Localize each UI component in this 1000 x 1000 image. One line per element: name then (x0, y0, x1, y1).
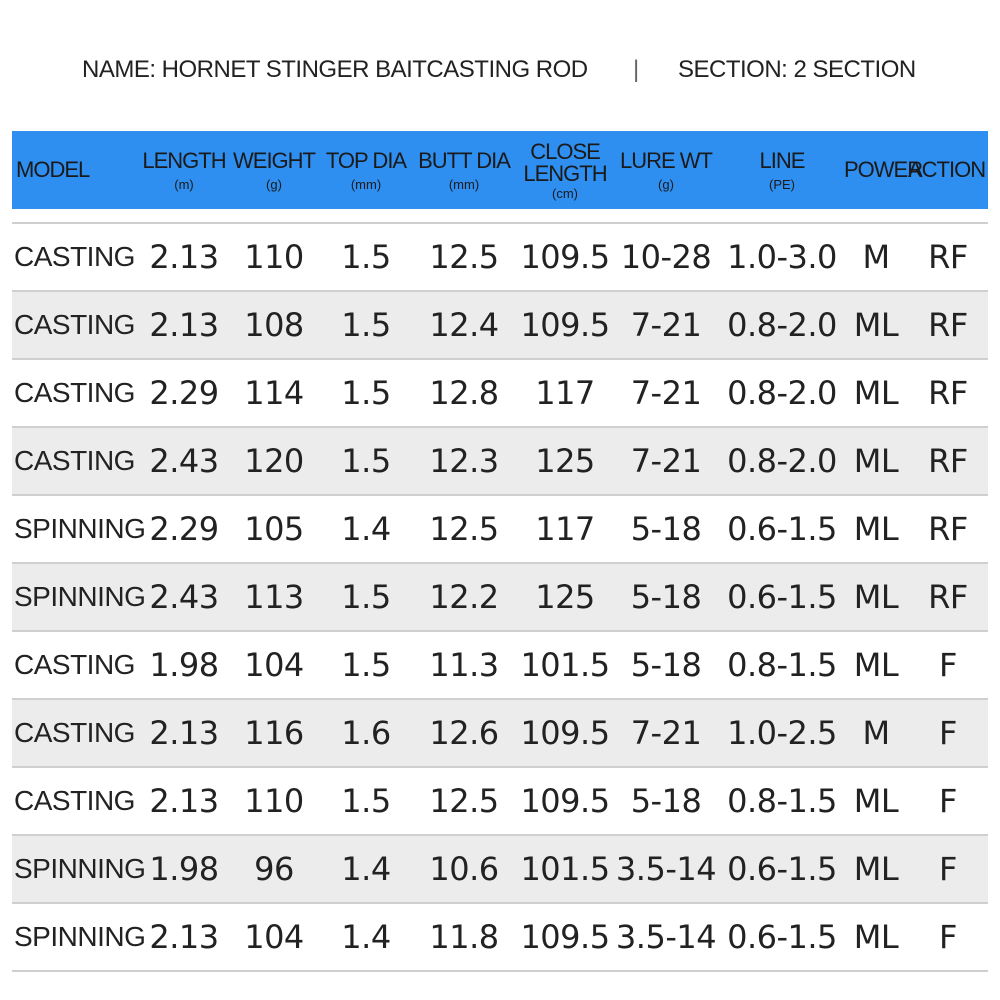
cell-length: 2.13 (149, 782, 219, 820)
cell-weight: 114 (244, 374, 304, 412)
cell-butt-dia: 11.8 (429, 918, 499, 956)
col-header-top-dia: TOP DIA (mm) (325, 147, 407, 192)
table-row (12, 495, 988, 563)
col-header-line: LINE (PE) (759, 147, 805, 192)
cell-model: SPINNING (14, 921, 146, 952)
cell-lure-wt: 7-21 (630, 374, 702, 412)
cell-power: ML (853, 306, 899, 344)
col-header-lure-wt: LURE WT (g) (620, 147, 712, 192)
cell-action: RF (928, 374, 968, 412)
cell-model: CASTING (14, 377, 135, 408)
cell-length: 1.98 (149, 850, 219, 888)
table-row (12, 767, 988, 835)
cell-line: 0.8-2.0 (727, 442, 837, 480)
cell-length: 2.13 (149, 306, 219, 344)
cell-weight: 116 (244, 714, 304, 752)
cell-top-dia: 1.5 (341, 374, 391, 412)
table-row (12, 563, 988, 631)
cell-weight: 113 (244, 578, 304, 616)
cell-model: CASTING (14, 241, 135, 272)
cell-weight: 104 (244, 646, 304, 684)
cell-length: 2.13 (149, 714, 219, 752)
cell-lure-wt: 3.5-14 (615, 850, 717, 888)
col-header-butt-dia: BUTT DIA (mm) (418, 147, 510, 192)
cell-top-dia: 1.4 (341, 850, 391, 888)
table-row (12, 291, 988, 359)
cell-close-length: 109.5 (520, 918, 610, 956)
table-row (12, 427, 988, 495)
table-row (12, 631, 988, 699)
cell-butt-dia: 11.3 (429, 646, 499, 684)
cell-butt-dia: 12.5 (429, 238, 499, 276)
cell-length: 2.13 (149, 918, 219, 956)
cell-model: CASTING (14, 445, 135, 476)
cell-butt-dia: 12.3 (429, 442, 499, 480)
cell-top-dia: 1.4 (341, 510, 391, 548)
cell-action: RF (928, 306, 968, 344)
cell-lure-wt: 5-18 (630, 578, 702, 616)
cell-butt-dia: 12.4 (429, 306, 499, 344)
cell-top-dia: 1.5 (341, 646, 391, 684)
cell-power: M (862, 714, 890, 752)
cell-power: ML (853, 510, 899, 548)
cell-power: ML (853, 646, 899, 684)
cell-model: CASTING (14, 649, 135, 680)
col-header-close-length: CLOSE LENGTH (cm) (523, 138, 607, 201)
cell-close-length: 125 (535, 578, 595, 616)
table-body (12, 223, 988, 971)
cell-line: 0.8-1.5 (727, 782, 837, 820)
table-row (12, 699, 988, 767)
cell-butt-dia: 12.8 (429, 374, 499, 412)
cell-line: 1.0-2.5 (727, 714, 837, 752)
cell-top-dia: 1.5 (341, 306, 391, 344)
cell-lure-wt: 5-18 (630, 646, 702, 684)
cell-line: 0.8-1.5 (727, 646, 837, 684)
col-header-power: POWER (844, 157, 923, 182)
cell-length: 2.29 (149, 374, 219, 412)
cell-butt-dia: 12.5 (429, 782, 499, 820)
table-row (12, 835, 988, 903)
cell-action: F (939, 714, 957, 752)
cell-power: ML (853, 578, 899, 616)
col-header-length: LENGTH (m) (142, 147, 226, 192)
cell-line: 0.6-1.5 (727, 510, 837, 548)
cell-model: SPINNING (14, 513, 146, 544)
cell-model: CASTING (14, 717, 135, 748)
cell-lure-wt: 7-21 (630, 442, 702, 480)
spec-table (12, 131, 988, 972)
cell-butt-dia: 10.6 (429, 850, 499, 888)
cell-weight: 110 (244, 238, 304, 276)
cell-weight: 120 (244, 442, 304, 480)
cell-lure-wt: 7-21 (630, 306, 702, 344)
col-header-model: MODEL (16, 157, 90, 182)
cell-close-length: 101.5 (520, 850, 610, 888)
cell-line: 0.6-1.5 (727, 918, 837, 956)
cell-line: 1.0-3.0 (727, 238, 837, 276)
cell-power: M (862, 238, 890, 276)
cell-line: 0.6-1.5 (727, 578, 837, 616)
header-gap (12, 209, 988, 223)
cell-lure-wt: 3.5-14 (615, 918, 717, 956)
cell-butt-dia: 12.2 (429, 578, 499, 616)
section-info: SECTION: 2 SECTION (678, 56, 916, 83)
cell-power: ML (853, 442, 899, 480)
cell-action: RF (928, 442, 968, 480)
cell-action: F (939, 918, 957, 956)
cell-action: RF (928, 238, 968, 276)
cell-line: 0.8-2.0 (727, 306, 837, 344)
cell-butt-dia: 12.5 (429, 510, 499, 548)
cell-close-length: 109.5 (520, 306, 610, 344)
cell-weight: 110 (244, 782, 304, 820)
cell-model: SPINNING (14, 853, 146, 884)
col-header-action: ACTION (908, 157, 986, 182)
cell-lure-wt: 7-21 (630, 714, 702, 752)
cell-lure-wt: 10-28 (620, 238, 712, 276)
cell-close-length: 109.5 (520, 782, 610, 820)
cell-line: 0.6-1.5 (727, 850, 837, 888)
cell-close-length: 109.5 (520, 714, 610, 752)
cell-lure-wt: 5-18 (630, 510, 702, 548)
cell-top-dia: 1.5 (341, 442, 391, 480)
cell-model: CASTING (14, 785, 135, 816)
title-bar (0, 40, 1000, 100)
table-header (12, 131, 988, 209)
cell-power: ML (853, 918, 899, 956)
cell-length: 2.13 (149, 238, 219, 276)
cell-close-length: 125 (535, 442, 595, 480)
cell-power: ML (853, 782, 899, 820)
table-row (12, 359, 988, 427)
cell-top-dia: 1.4 (341, 918, 391, 956)
cell-close-length: 117 (535, 510, 595, 548)
cell-length: 1.98 (149, 646, 219, 684)
cell-close-length: 109.5 (520, 238, 610, 276)
cell-action: F (939, 782, 957, 820)
cell-model: CASTING (14, 309, 135, 340)
cell-top-dia: 1.5 (341, 782, 391, 820)
cell-lure-wt: 5-18 (630, 782, 702, 820)
cell-top-dia: 1.5 (341, 238, 391, 276)
cell-top-dia: 1.6 (341, 714, 391, 752)
product-name: NAME: HORNET STINGER BAITCASTING ROD (82, 56, 588, 83)
cell-power: ML (853, 374, 899, 412)
table-row (12, 903, 988, 971)
cell-length: 2.43 (149, 578, 219, 616)
col-header-weight: WEIGHT (g) (233, 147, 315, 192)
cell-butt-dia: 12.6 (429, 714, 499, 752)
cell-power: ML (853, 850, 899, 888)
cell-model: SPINNING (14, 581, 146, 612)
title-separator: | (633, 56, 639, 83)
cell-weight: 104 (244, 918, 304, 956)
cell-weight: 105 (244, 510, 304, 548)
cell-top-dia: 1.5 (341, 578, 391, 616)
cell-action: F (939, 850, 957, 888)
cell-weight: 96 (254, 850, 294, 888)
cell-close-length: 101.5 (520, 646, 610, 684)
cell-action: RF (928, 510, 968, 548)
cell-weight: 108 (244, 306, 304, 344)
table-row (12, 223, 988, 291)
cell-action: F (939, 646, 957, 684)
cell-action: RF (928, 578, 968, 616)
cell-line: 0.8-2.0 (727, 374, 837, 412)
cell-length: 2.29 (149, 510, 219, 548)
cell-length: 2.43 (149, 442, 219, 480)
cell-close-length: 117 (535, 374, 595, 412)
header-row (12, 131, 988, 209)
